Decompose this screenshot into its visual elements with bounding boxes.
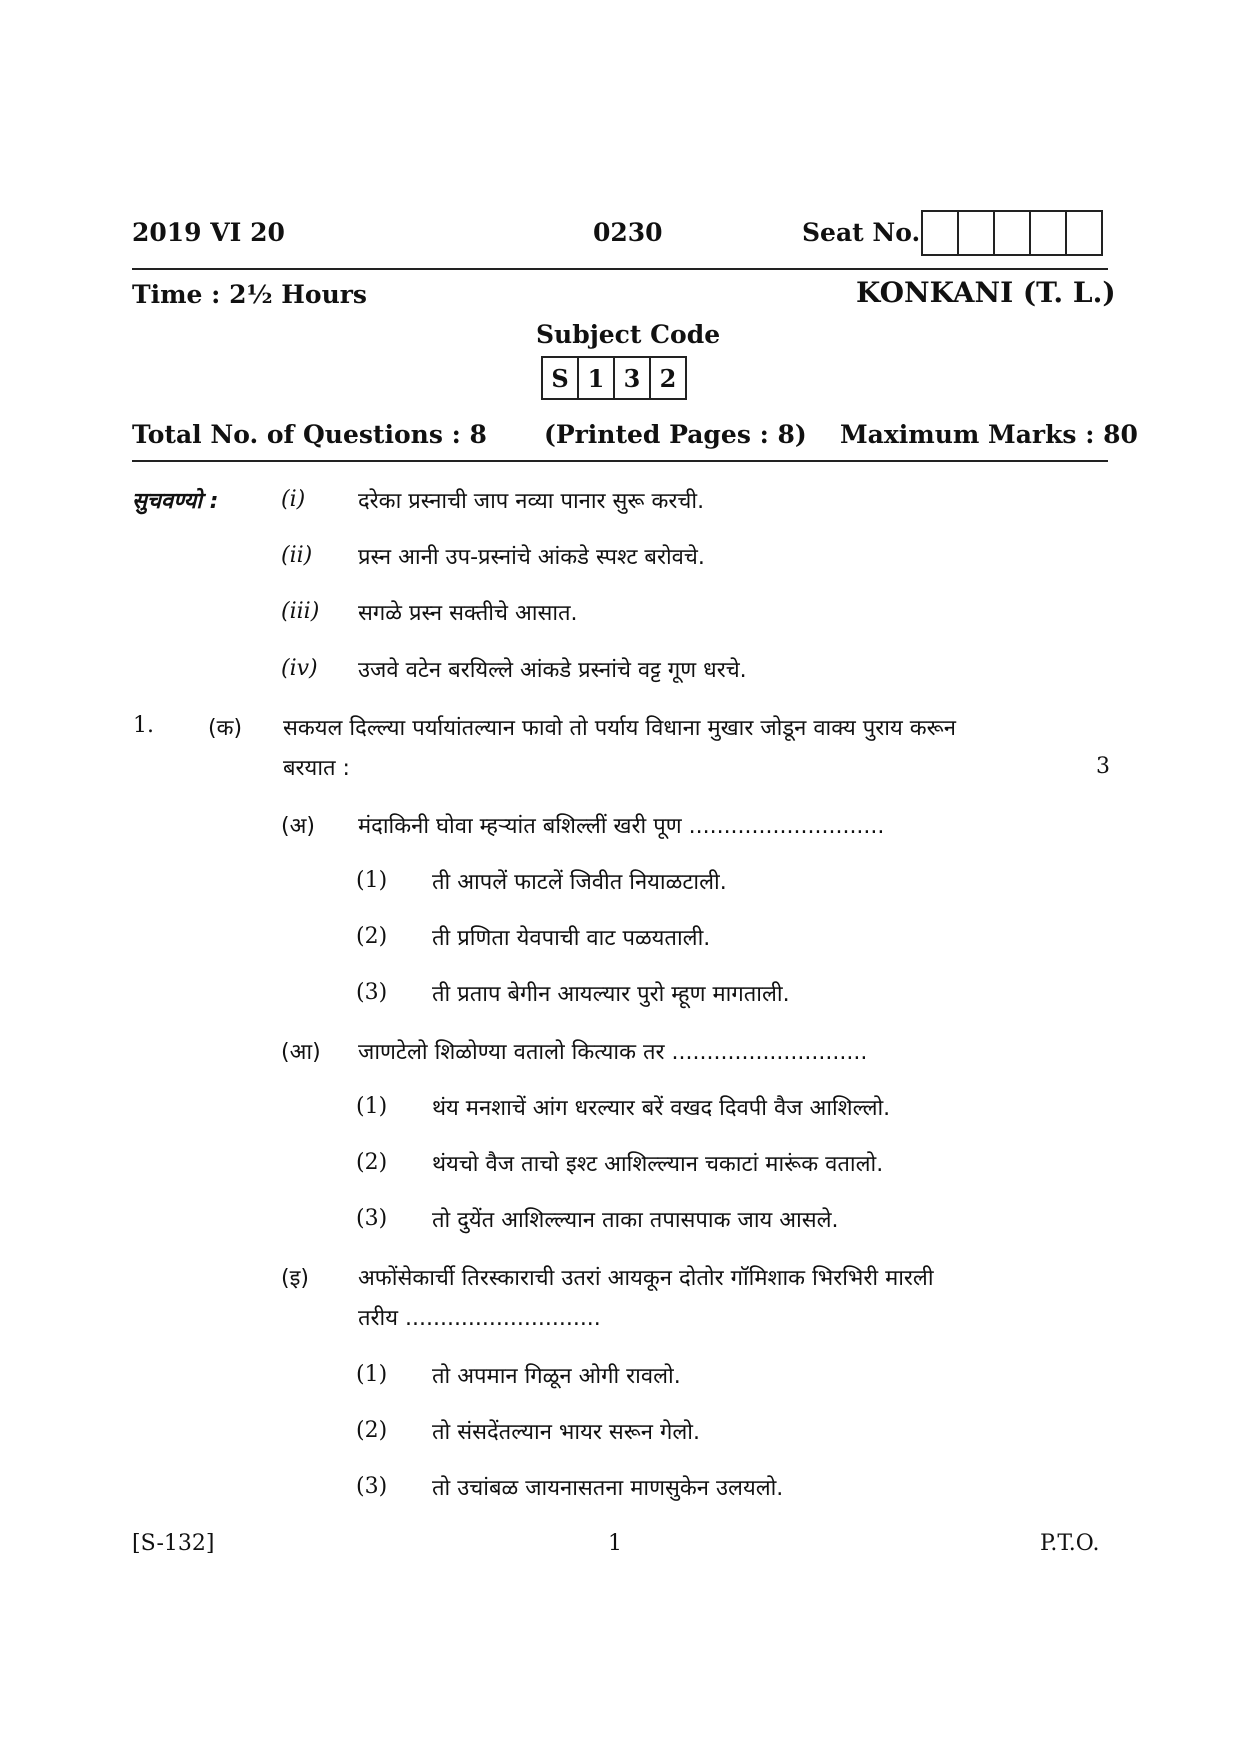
total-questions: Total No. of Questions : 8 — [132, 420, 487, 449]
question-text-cont: बरयात : — [283, 756, 350, 781]
footer-code: [S-132] — [132, 1531, 215, 1556]
option-number: (1) — [356, 1094, 388, 1119]
subject-title: KONKANI (T. L.) — [856, 276, 1116, 309]
sub-question-label: (आ) — [281, 1040, 321, 1065]
instruction-number: (ii) — [281, 543, 313, 568]
option-text: तो अपमान गिळून ओगी रावलो. — [432, 1364, 681, 1389]
seat-box — [1065, 212, 1101, 254]
header-rule — [132, 268, 1108, 270]
instruction-number: (i) — [281, 487, 306, 512]
instruction-number: (iv) — [281, 656, 318, 681]
maximum-marks: Maximum Marks : 80 — [840, 420, 1138, 449]
paper-code: 0230 — [593, 218, 663, 247]
printed-pages: (Printed Pages : 8) — [544, 420, 807, 449]
instruction-text: सगळे प्रस्न सक्तीचे आसात. — [358, 601, 578, 626]
option-text: ती प्रताप बेगीन आयल्यार पुरो म्हूण मागताली. — [432, 982, 790, 1007]
instructions-title: सुचवण्यो : — [132, 489, 219, 514]
option-text: तो संसदेंतल्यान भायर सरून गेलो. — [432, 1420, 700, 1445]
instruction-text: उजवे वटेन बरयिल्ले आंकडे प्रस्नांचे वट्ट गूण धरचे. — [358, 658, 747, 683]
option-number: (2) — [356, 924, 388, 949]
subject-code-char: 1 — [577, 358, 613, 398]
option-text: ती प्रणिता येवपाची वाट पळयताली. — [432, 926, 711, 951]
option-number: (2) — [356, 1418, 388, 1443]
header-bottom-rule — [132, 460, 1108, 462]
sub-question-stem: मंदाकिनी घोवा म्हऱ्यांत बशिल्लीं खरी पूण ............................ — [358, 814, 885, 839]
option-number: (3) — [356, 1206, 388, 1231]
sub-question-stem-cont: तरीय ............................ — [358, 1306, 601, 1331]
option-number: (3) — [356, 1474, 388, 1499]
seat-box — [993, 212, 1029, 254]
subject-code-boxes — [541, 356, 687, 400]
subject-code-label: Subject Code — [536, 320, 721, 349]
instruction-number: (iii) — [281, 599, 320, 624]
option-number: (1) — [356, 868, 388, 893]
option-number: (1) — [356, 1362, 388, 1387]
option-text: तो उचांबळ जायनासतना माणसुकेन उलयलो. — [432, 1476, 784, 1501]
option-number: (2) — [356, 1150, 388, 1175]
seat-number-boxes — [921, 210, 1103, 256]
question-number: 1. — [133, 713, 154, 738]
sub-question-stem: जाणटेलो शिळोण्या वतालो कित्याक तर ............................ — [358, 1040, 868, 1065]
option-text: थंय मनशाचें आंग धरल्यार बरें वखद दिवपी वैज आशिल्लो. — [432, 1096, 891, 1121]
subject-code-char: 3 — [613, 358, 649, 398]
subject-code-char: S — [551, 363, 569, 393]
option-text: ती आपलें फाटलें जिवीत नियाळटाली. — [432, 870, 727, 895]
sub-question-stem: अफोंसेकार्ची तिरस्काराची उतरां आयकून दोतोर गॉमिशाक भिरभिरी मारली — [358, 1266, 934, 1291]
instruction-text: दरेका प्रस्नाची जाप नव्या पानार सुरू करची. — [358, 489, 705, 514]
question-marks: 3 — [1096, 754, 1110, 779]
subject-code-char: 2 — [649, 358, 685, 398]
page-number: 1 — [608, 1531, 622, 1556]
seat-box — [957, 212, 993, 254]
option-number: (3) — [356, 980, 388, 1005]
sub-question-label: (अ) — [281, 814, 315, 839]
seat-box — [1029, 212, 1065, 254]
seat-box — [923, 212, 957, 254]
question-part: (क) — [208, 716, 243, 741]
instruction-text: प्रस्न आनी उप-प्रस्नांचे आंकडे स्पश्ट बरोवचे. — [358, 545, 705, 570]
seat-label: Seat No. — [802, 218, 921, 247]
sub-question-label: (इ) — [281, 1266, 309, 1291]
option-text: थंयचो वैज ताचो इश्ट आशिल्ल्यान चकाटां मारूंक वतालो. — [432, 1152, 884, 1177]
please-turn-over: P.T.O. — [1040, 1531, 1100, 1556]
time-allowed: Time : 2½ Hours — [132, 280, 367, 309]
exam-code: 2019 VI 20 — [132, 218, 285, 247]
option-text: तो दुयेंत आशिल्ल्यान ताका तपासपाक जाय आसले. — [432, 1208, 839, 1233]
question-text: सकयल दिल्ल्या पर्यायांतल्यान फावो तो पर्याय विधाना मुखार जोडून वाक्य पुराय करून — [283, 716, 956, 741]
